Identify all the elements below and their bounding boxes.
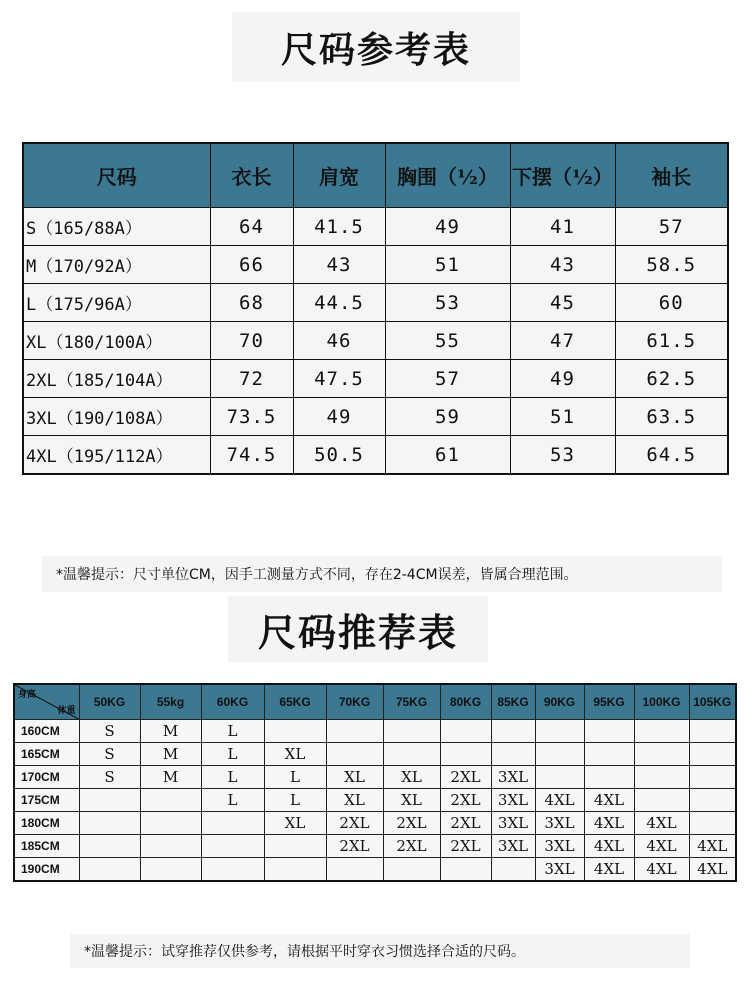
measurement-cell: 60 bbox=[615, 284, 728, 322]
size-chart-header-row bbox=[23, 143, 728, 208]
recommended-size-cell bbox=[79, 812, 140, 835]
size-label-cell: 2XL（185/104A） bbox=[23, 360, 210, 398]
measurement-cell: 68 bbox=[210, 284, 293, 322]
recommend-chart-table bbox=[13, 683, 737, 882]
weight-header-cell: 70KG bbox=[326, 684, 383, 720]
measurement-cell: 44.5 bbox=[293, 284, 385, 322]
size-chart-header-cell: 肩宽 bbox=[293, 143, 385, 208]
recommended-size-cell bbox=[584, 720, 634, 743]
recommended-size-cell: L bbox=[201, 720, 264, 743]
recommended-size-cell: 3XL bbox=[491, 812, 535, 835]
recommend-chart-header-row bbox=[14, 684, 736, 720]
size-chart-title: 尺码参考表 bbox=[232, 12, 520, 82]
table-row bbox=[23, 208, 728, 246]
measurement-cell: 62.5 bbox=[615, 360, 728, 398]
height-label-cell: 190CM bbox=[14, 858, 79, 882]
recommended-size-cell: 3XL bbox=[491, 766, 535, 789]
size-chart-header-cell: 胸围（½） bbox=[385, 143, 510, 208]
recommended-size-cell bbox=[491, 743, 535, 766]
measurement-cell: 51 bbox=[385, 246, 510, 284]
size-chart-header-cell: 尺码 bbox=[23, 143, 210, 208]
recommended-size-cell: 2XL bbox=[383, 835, 440, 858]
measurement-cell: 47 bbox=[510, 322, 615, 360]
recommended-size-cell bbox=[440, 720, 491, 743]
height-label-cell: 160CM bbox=[14, 720, 79, 743]
corner-label-weight: 体重 bbox=[57, 705, 76, 715]
recommended-size-cell bbox=[440, 743, 491, 766]
weight-header-cell: 105KG bbox=[689, 684, 736, 720]
table-row bbox=[14, 743, 736, 766]
size-label-cell: L（175/96A） bbox=[23, 284, 210, 322]
weight-header-cell: 55kg bbox=[140, 684, 201, 720]
measurement-cell: 49 bbox=[510, 360, 615, 398]
table-row bbox=[23, 246, 728, 284]
recommended-size-cell: XL bbox=[383, 789, 440, 812]
recommended-size-cell bbox=[634, 789, 689, 812]
recommended-size-cell: 2XL bbox=[383, 812, 440, 835]
recommended-size-cell bbox=[201, 812, 264, 835]
measurement-cell: 41.5 bbox=[293, 208, 385, 246]
recommended-size-cell bbox=[535, 766, 584, 789]
recommended-size-cell bbox=[689, 720, 736, 743]
recommended-size-cell bbox=[634, 766, 689, 789]
recommended-size-cell: XL bbox=[326, 766, 383, 789]
measurement-cell: 53 bbox=[510, 436, 615, 475]
recommended-size-cell: M bbox=[140, 766, 201, 789]
recommended-size-cell: 4XL bbox=[634, 835, 689, 858]
weight-header-cell: 75KG bbox=[383, 684, 440, 720]
recommended-size-cell bbox=[689, 812, 736, 835]
recommended-size-cell: L bbox=[264, 789, 326, 812]
measurement-cell: 41 bbox=[510, 208, 615, 246]
recommended-size-cell: S bbox=[79, 766, 140, 789]
recommended-size-cell: 4XL bbox=[689, 858, 736, 882]
recommended-size-cell bbox=[383, 858, 440, 882]
measurement-cell: 66 bbox=[210, 246, 293, 284]
recommended-size-cell bbox=[689, 789, 736, 812]
table-row bbox=[14, 858, 736, 882]
table-row bbox=[23, 360, 728, 398]
fit-note: *温馨提示：试穿推荐仅供参考，请根据平时穿衣习惯选择合适的尺码。 bbox=[70, 934, 690, 968]
measurement-cell: 70 bbox=[210, 322, 293, 360]
recommended-size-cell: L bbox=[264, 766, 326, 789]
table-row bbox=[23, 398, 728, 436]
measurement-cell: 55 bbox=[385, 322, 510, 360]
size-label-cell: 4XL（195/112A） bbox=[23, 436, 210, 475]
recommended-size-cell bbox=[326, 858, 383, 882]
recommended-size-cell: L bbox=[201, 743, 264, 766]
table-row bbox=[14, 766, 736, 789]
table-row bbox=[23, 436, 728, 475]
recommended-size-cell: 3XL bbox=[491, 835, 535, 858]
recommended-size-cell bbox=[383, 720, 440, 743]
recommended-size-cell: 2XL bbox=[440, 835, 491, 858]
recommended-size-cell bbox=[201, 858, 264, 882]
recommended-size-cell: 2XL bbox=[440, 766, 491, 789]
weight-header-cell: 85KG bbox=[491, 684, 535, 720]
recommended-size-cell: 4XL bbox=[634, 812, 689, 835]
recommended-size-cell: S bbox=[79, 720, 140, 743]
weight-header-cell: 50KG bbox=[79, 684, 140, 720]
recommended-size-cell: 3XL bbox=[535, 858, 584, 882]
measurement-cell: 45 bbox=[510, 284, 615, 322]
recommended-size-cell bbox=[140, 835, 201, 858]
table-corner-cell bbox=[14, 684, 79, 720]
recommended-size-cell bbox=[491, 858, 535, 882]
recommended-size-cell bbox=[201, 835, 264, 858]
recommended-size-cell bbox=[264, 720, 326, 743]
measurement-cell: 43 bbox=[510, 246, 615, 284]
size-label-cell: 3XL（190/108A） bbox=[23, 398, 210, 436]
table-row bbox=[14, 835, 736, 858]
recommended-size-cell: L bbox=[201, 789, 264, 812]
corner-label-height: 身高 bbox=[18, 689, 37, 699]
recommended-size-cell: 3XL bbox=[535, 835, 584, 858]
recommended-size-cell bbox=[440, 858, 491, 882]
weight-header-cell: 100KG bbox=[634, 684, 689, 720]
recommended-size-cell: M bbox=[140, 720, 201, 743]
weight-header-cell: 80KG bbox=[440, 684, 491, 720]
recommended-size-cell: 4XL bbox=[689, 835, 736, 858]
recommended-size-cell bbox=[264, 858, 326, 882]
measurement-cell: 64 bbox=[210, 208, 293, 246]
recommended-size-cell bbox=[79, 789, 140, 812]
recommended-size-cell: XL bbox=[383, 766, 440, 789]
measurement-cell: 47.5 bbox=[293, 360, 385, 398]
recommended-size-cell: L bbox=[201, 766, 264, 789]
measurement-cell: 59 bbox=[385, 398, 510, 436]
recommended-size-cell bbox=[79, 835, 140, 858]
recommended-size-cell bbox=[584, 766, 634, 789]
size-label-cell: S（165/88A） bbox=[23, 208, 210, 246]
height-label-cell: 165CM bbox=[14, 743, 79, 766]
measurement-cell: 51 bbox=[510, 398, 615, 436]
recommended-size-cell: 4XL bbox=[634, 858, 689, 882]
table-row bbox=[14, 812, 736, 835]
recommended-size-cell: M bbox=[140, 743, 201, 766]
recommended-size-cell bbox=[140, 812, 201, 835]
table-row bbox=[14, 720, 736, 743]
measurement-cell: 46 bbox=[293, 322, 385, 360]
size-label-cell: XL（180/100A） bbox=[23, 322, 210, 360]
measurement-cell: 57 bbox=[385, 360, 510, 398]
recommended-size-cell bbox=[634, 720, 689, 743]
recommended-size-cell bbox=[535, 743, 584, 766]
measurement-cell: 61 bbox=[385, 436, 510, 475]
measurement-cell: 50.5 bbox=[293, 436, 385, 475]
measurement-cell: 49 bbox=[293, 398, 385, 436]
recommended-size-cell: 4XL bbox=[584, 858, 634, 882]
measurement-cell: 49 bbox=[385, 208, 510, 246]
measurement-cell: 58.5 bbox=[615, 246, 728, 284]
recommended-size-cell: XL bbox=[264, 812, 326, 835]
recommended-size-cell bbox=[264, 835, 326, 858]
recommended-size-cell bbox=[584, 743, 634, 766]
size-chart-header-cell: 袖长 bbox=[615, 143, 728, 208]
recommended-size-cell bbox=[535, 720, 584, 743]
recommended-size-cell: S bbox=[79, 743, 140, 766]
recommended-size-cell: 2XL bbox=[326, 812, 383, 835]
recommended-size-cell bbox=[140, 789, 201, 812]
size-chart-header-cell: 下摆（½） bbox=[510, 143, 615, 208]
weight-header-cell: 95KG bbox=[584, 684, 634, 720]
weight-header-cell: 90KG bbox=[535, 684, 584, 720]
size-label-cell: M（170/92A） bbox=[23, 246, 210, 284]
recommend-chart-title: 尺码推荐表 bbox=[228, 596, 488, 662]
recommended-size-cell: 4XL bbox=[535, 789, 584, 812]
height-label-cell: 180CM bbox=[14, 812, 79, 835]
recommended-size-cell: 2XL bbox=[326, 835, 383, 858]
table-row bbox=[14, 789, 736, 812]
size-chart-header-cell: 衣长 bbox=[210, 143, 293, 208]
recommended-size-cell: 2XL bbox=[440, 789, 491, 812]
table-row bbox=[23, 322, 728, 360]
table-row bbox=[23, 284, 728, 322]
measurement-cell: 57 bbox=[615, 208, 728, 246]
measurement-cell: 53 bbox=[385, 284, 510, 322]
measurement-cell: 64.5 bbox=[615, 436, 728, 475]
measurement-cell: 63.5 bbox=[615, 398, 728, 436]
height-label-cell: 185CM bbox=[14, 835, 79, 858]
recommended-size-cell bbox=[689, 766, 736, 789]
recommended-size-cell bbox=[689, 743, 736, 766]
recommended-size-cell: 4XL bbox=[584, 812, 634, 835]
recommended-size-cell: XL bbox=[264, 743, 326, 766]
weight-header-cell: 60KG bbox=[201, 684, 264, 720]
recommended-size-cell: 3XL bbox=[491, 789, 535, 812]
measurement-cell: 72 bbox=[210, 360, 293, 398]
weight-header-cell: 65KG bbox=[264, 684, 326, 720]
recommended-size-cell bbox=[79, 858, 140, 882]
measurement-cell: 73.5 bbox=[210, 398, 293, 436]
recommended-size-cell bbox=[140, 858, 201, 882]
recommended-size-cell bbox=[634, 743, 689, 766]
recommended-size-cell bbox=[383, 743, 440, 766]
recommended-size-cell: 4XL bbox=[584, 789, 634, 812]
recommended-size-cell: 2XL bbox=[440, 812, 491, 835]
height-label-cell: 170CM bbox=[14, 766, 79, 789]
measurement-cell: 43 bbox=[293, 246, 385, 284]
recommended-size-cell: XL bbox=[326, 789, 383, 812]
recommended-size-cell bbox=[491, 720, 535, 743]
measurement-cell: 74.5 bbox=[210, 436, 293, 475]
height-label-cell: 175CM bbox=[14, 789, 79, 812]
recommended-size-cell bbox=[326, 743, 383, 766]
measurement-note: *温馨提示：尺寸单位CM，因手工测量方式不同，存在2-4CM误差，皆属合理范围。 bbox=[42, 556, 722, 592]
recommended-size-cell bbox=[326, 720, 383, 743]
recommended-size-cell: 4XL bbox=[584, 835, 634, 858]
size-chart-table bbox=[22, 142, 729, 475]
recommended-size-cell: 3XL bbox=[535, 812, 584, 835]
measurement-cell: 61.5 bbox=[615, 322, 728, 360]
